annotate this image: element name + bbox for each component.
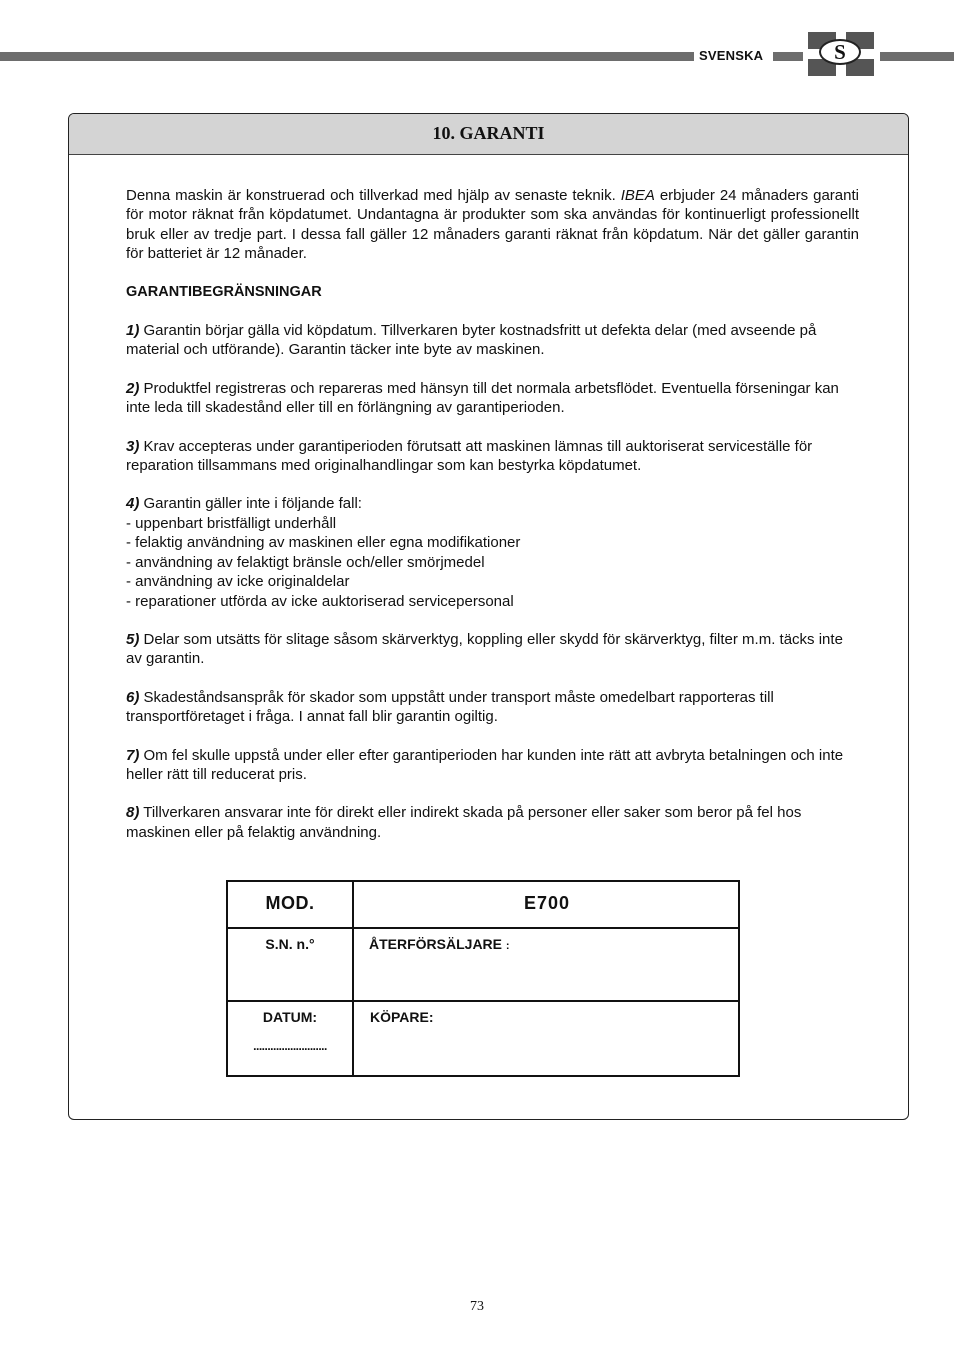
date-label: DATUM:: [262, 1009, 318, 1025]
exclusion-item: - felaktig användning av maskinen eller egna modifikationer: [126, 534, 521, 552]
exclusion-item: - reparationer utförda av icke auktoriserad servicepersonal: [126, 592, 514, 610]
warranty-item-3: 3) Krav accepteras under garantiperioden förutsatt att maskinen lämnas till auktoriserat serviceställe för reparation tillsammans med originalhandlingar som kan bestyrka köpdatumet.: [126, 437, 813, 475]
warranty-item-7: 7) Om fel skulle uppstå under eller efter garantiperioden har kunden inte rätt att avbryta betalningen och inte heller rätt till reducerat pris.: [126, 746, 844, 783]
warranty-registration-table: [226, 880, 740, 1077]
warranty-item-2: 2) Produktfel registreras och repareras med hänsyn till det normala arbetsflödet. Eventuella förseningar kan inte leda till skadestånd eller till en förlängning av garantiperioden.: [126, 379, 839, 417]
retailer-label: ÅTERFÖRSÄLJARE :: [369, 936, 510, 952]
section-title: 10. GARANTI: [69, 114, 908, 155]
model-label: MOD.: [265, 893, 315, 913]
limits-heading: GARANTIBEGRÄNSNINGAR: [126, 283, 322, 300]
table-divider: [228, 927, 738, 929]
header-rule-left: [0, 52, 694, 61]
buyer-label: KÖPARE:: [370, 1009, 434, 1025]
date-fill-line: ..........................: [253, 1039, 327, 1053]
warranty-item-4: 4) Garantin gäller inte i följande fall:: [126, 495, 362, 513]
header-rule-right: [880, 52, 954, 61]
intro-paragraph: Denna maskin är konstruerad och tillverkad med hjälp av senaste teknik. IBEA erbjuder 24 månaders garanti för motor räknat från köpdatumet. Undantagna är produkter som ska användas för kontinuerligt professionellt bruk eller av tredje part. I dessa fall gäller 12 månaders garanti räknat från köpdatum. När det gäller garantin för batteriet är 12 månader.: [126, 187, 859, 263]
brand-name: IBEA: [620, 187, 655, 204]
exclusion-item: - uppenbart bristfälligt underhåll: [126, 514, 337, 532]
language-flag-icon: [808, 32, 874, 76]
warranty-item-5: 5) Delar som utsätts för slitage såsom skärverktyg, koppling eller skydd för skärverktyg, filter m.m. täcks inte av garantin.: [126, 630, 843, 668]
page-number: 73: [470, 1299, 484, 1314]
serial-number-label: S.N. n.°: [265, 936, 315, 952]
warranty-item-1: 1) Garantin börjar gälla vid köpdatum. Tillverkaren byter kostnadsfritt ut defekta delar (med avseende på material och utförande). Garantin täcker inte byte av maskinen.: [126, 322, 817, 359]
warranty-item-6: 6) Skadeståndsanspråk för skador som uppstått under transport måste omedelbart rapporteras till transportföretaget i fråga. I annat fall blir garantin ogiltig.: [126, 688, 774, 726]
flag-letter: S: [819, 39, 861, 65]
table-divider: [228, 1000, 738, 1002]
model-value: E700: [523, 893, 571, 913]
exclusion-item: - användning av felaktigt bränsle och/eller smörjmedel: [126, 553, 485, 571]
warranty-item-8: 8) Tillverkaren ansvarar inte för direkt eller indirekt skada på personer eller saker som beror på fel hos maskinen eller på felaktig användning.: [126, 804, 802, 841]
exclusion-item: - användning av icke originaldelar: [126, 573, 350, 591]
language-label: SVENSKA: [699, 48, 764, 63]
header-rule-middle: [773, 52, 803, 61]
warranty-text: [126, 186, 859, 842]
